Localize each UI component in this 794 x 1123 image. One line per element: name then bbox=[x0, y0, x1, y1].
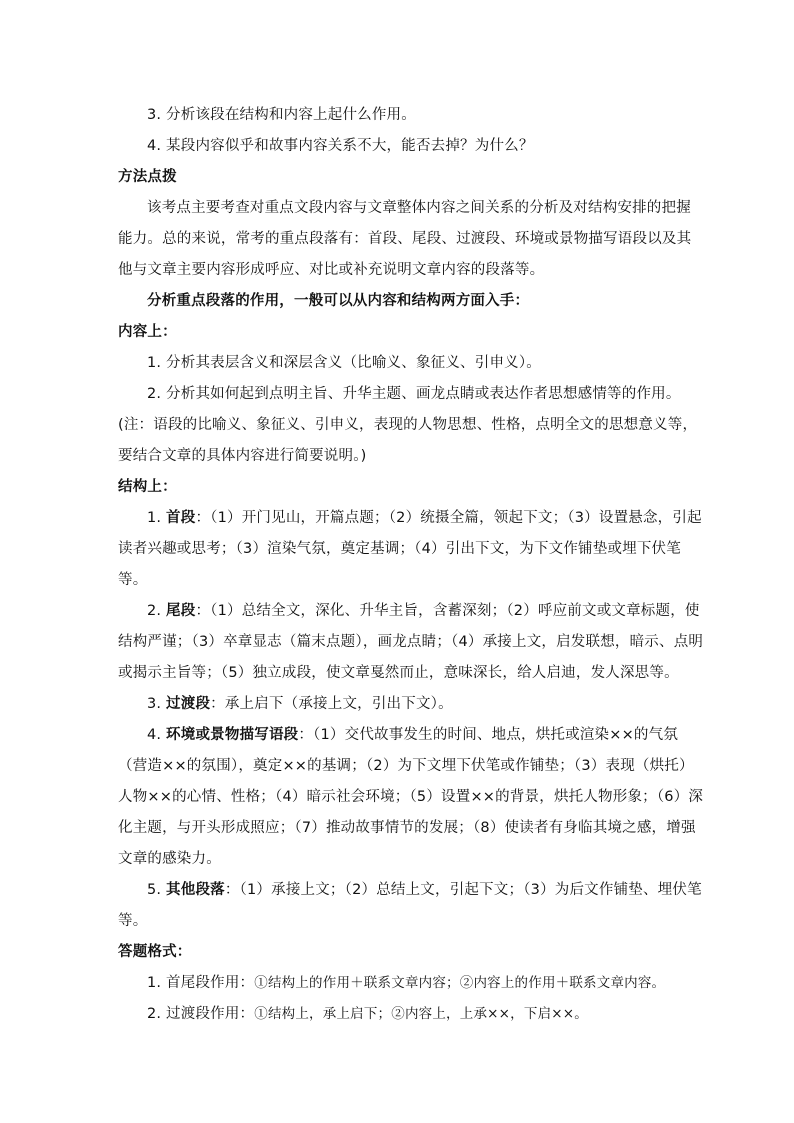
structure-heading: 结构上： bbox=[118, 479, 177, 495]
item-label: 首段 bbox=[166, 510, 196, 526]
item-number: 1. bbox=[147, 510, 167, 526]
format-label: 2. 过渡段作用： bbox=[147, 1006, 255, 1022]
format-item-1 bbox=[118, 968, 704, 999]
item-number: 2. bbox=[147, 603, 167, 619]
item-number: 4. bbox=[147, 727, 167, 743]
item-number: 5. bbox=[147, 882, 167, 898]
structure-item-4 bbox=[118, 720, 704, 875]
method-heading: 方法点拨 bbox=[118, 169, 177, 185]
item-label: 其他段落 bbox=[166, 882, 225, 898]
item-text: ：（1）承接上文；（2）总结上文，引起下文；（3）为后文作铺垫、埋伏笔等。 bbox=[118, 882, 702, 929]
format-text: ①结构上的作用＋联系文章内容；②内容上的作用＋联系文章内容。 bbox=[254, 975, 666, 991]
item-text: ：（1）开门见山，开篇点题；（2）统摄全篇，领起下文；（3）设置悬念，引起读者兴趣或思考；（3）渲染气氛，奠定基调；（4）引出下文，为下文作铺垫或埋下伏笔等。 bbox=[118, 510, 702, 588]
format-item-2 bbox=[118, 999, 704, 1030]
structure-item-2 bbox=[118, 596, 704, 689]
item-text: ：（1）总结全文，深化、升华主旨，含蓄深刻；（2）呼应前文或文章标题，使结构严谨；（3）卒章显志（篇末点题），画龙点睛；（4）承接上文，启发联想，暗示、点明或揭示主旨等；（5）独立成段，使文章戛然而止，意味深长，给人启迪，发人深思等。 bbox=[118, 603, 704, 681]
question-3: 3. 分析该段在结构和内容上起什么作用。 bbox=[147, 107, 416, 123]
structure-item-5 bbox=[118, 875, 704, 937]
format-label: 1. 首尾段作用： bbox=[147, 975, 255, 991]
item-label: 过渡段 bbox=[166, 696, 211, 712]
format-heading: 答题格式： bbox=[118, 944, 192, 960]
item-number: 3. bbox=[147, 696, 167, 712]
structure-item-1 bbox=[118, 503, 704, 596]
analyze-lead: 分析重点段落的作用，一般可以从内容和结构两方面入手： bbox=[147, 293, 530, 309]
structure-item-3 bbox=[118, 689, 704, 720]
question-4: 4. 某段内容似乎和故事内容关系不大，能否去掉？为什么？ bbox=[147, 138, 534, 154]
method-paragraph: 该考点主要考查对重点文段内容与文章整体内容之间关系的分析及对结构安排的把握能力。总的来说，常考的重点段落有：首段、尾段、过渡段、环境或景物描写语段以及其他与文章主要内容形成呼应、对比或补充说明文章内容的段落等。 bbox=[118, 200, 692, 278]
item-label: 尾段 bbox=[166, 603, 196, 619]
item-text: ：（1）交代故事发生的时间、地点，烘托或渲染××的气氛（营造××的氛围），奠定××的基调；（2）为下文埋下伏笔或作铺垫；（3）表现（烘托）人物××的心情、性格；（4）暗示社会环境；（5）设置××的背景，烘托人物形象；（6）深化主题，与开头形成照应；（7）推动故事情节的发展；（8）使读者有身临其境之感，增强文章的感染力。 bbox=[118, 727, 704, 867]
item-label: 环境或景物描写语段 bbox=[166, 727, 299, 743]
item-text: ：承上启下（承接上文，引出下文）。 bbox=[210, 696, 453, 712]
content-item-1: 1. 分析其表层含义和深层含义（比喻义、象征义、引申义）。 bbox=[147, 355, 541, 371]
format-text: ①结构上，承上启下；②内容上，上承××，下启××。 bbox=[254, 1006, 588, 1022]
content-heading: 内容上： bbox=[118, 324, 177, 340]
content-item-2: 2. 分析其如何起到点明主旨、升华主题、画龙点睛或表达作者思想感情等的作用。(注：语段的比喻义、象征义、引申义，表现的人物思想、性格，点明全文的思想意义等，要结合文章的具体内容进行简要说明。) bbox=[118, 386, 698, 464]
